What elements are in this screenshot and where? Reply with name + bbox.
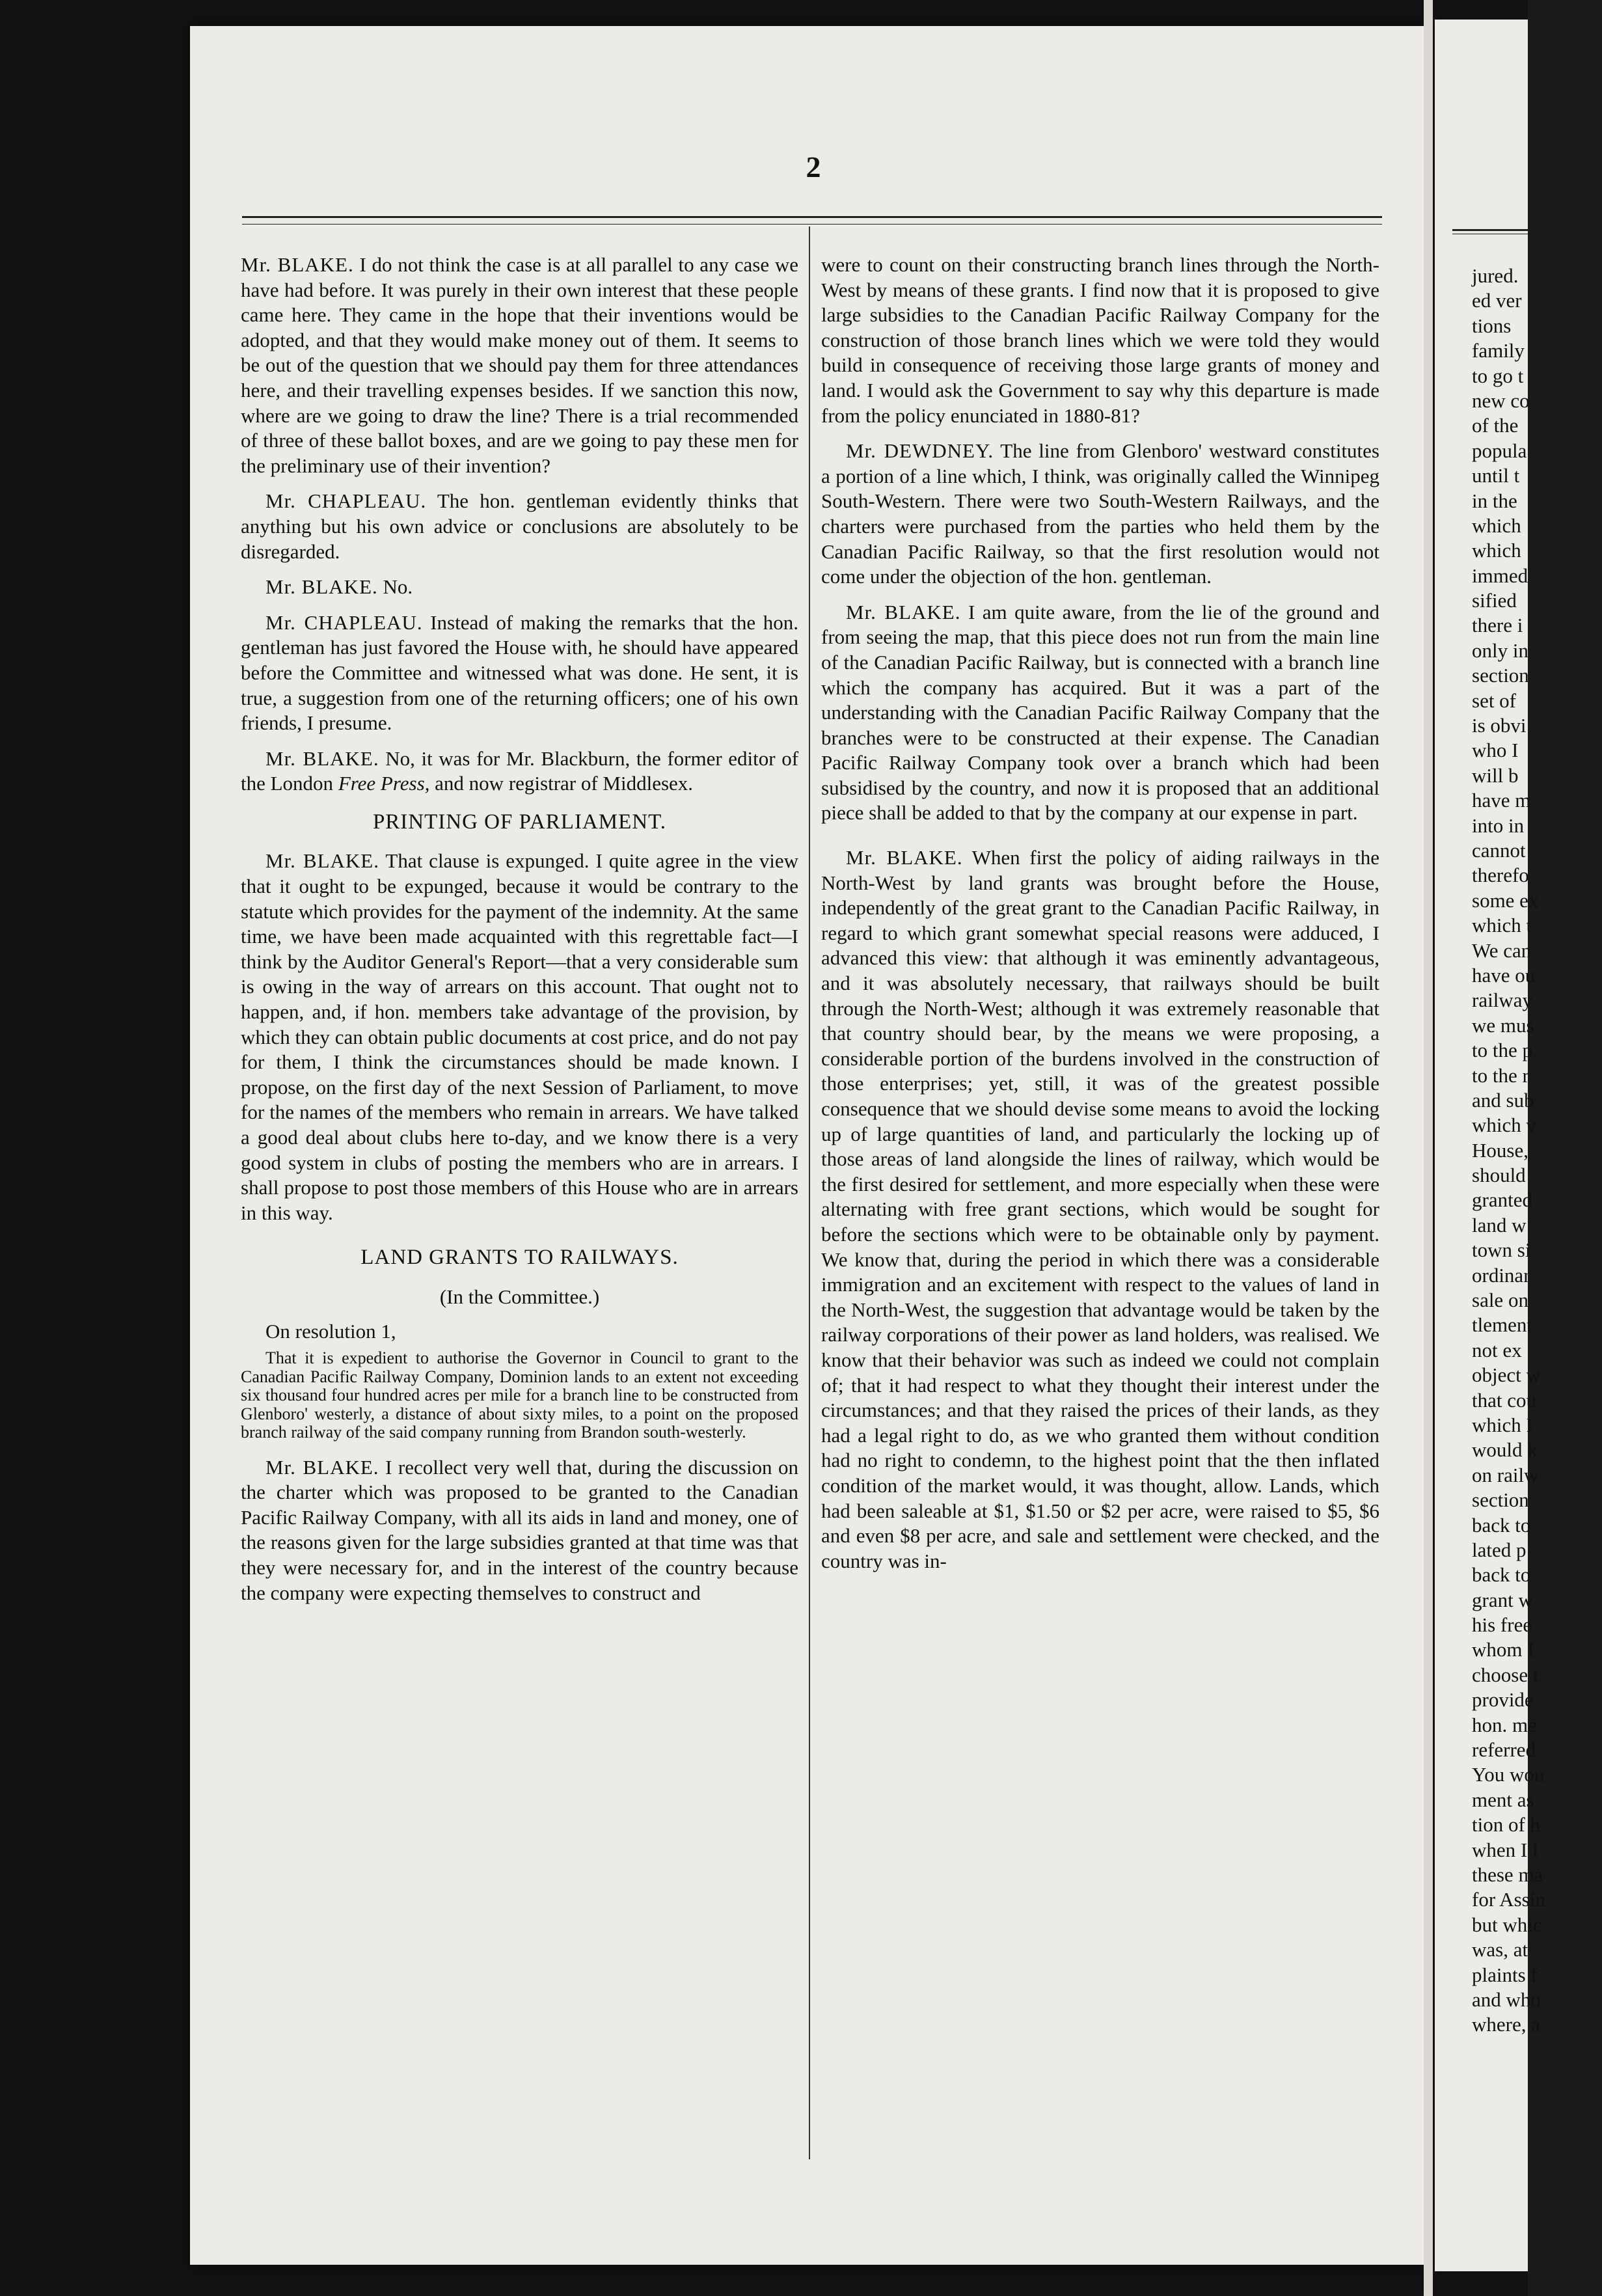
resolution-intro: On resolution 1, [265, 1319, 396, 1343]
adjacent-page-fragment: into in [1472, 813, 1525, 837]
adjacent-page-fragment: have m [1472, 789, 1531, 812]
adjacent-page-fragment: railway [1472, 989, 1532, 1012]
paragraph-continuation: were to count on their constructing branch lines through the North-West by means of these grants. I find now that it is proposed to give large subsidies to the Canadian Pacific Railway Company for the construction of those branch lines which we were told they would build in consequence of receiving those large grants of money and land. I would ask the Government to say why this departure is made from the policy enunciated in 1880-81? [821, 253, 1379, 427]
speech-text: and now registrar of Middlesex. [435, 772, 694, 795]
adjacent-page-fragment: for Assin [1472, 1888, 1545, 1911]
paragraph-blake-charter [241, 1455, 798, 1606]
adjacent-page-fragment: ment as [1472, 1788, 1534, 1811]
adjacent-page-column [1472, 264, 1602, 2038]
page-gutter [1424, 0, 1433, 2296]
adjacent-page-fragment: provide [1472, 1688, 1534, 1712]
subheading-committee: (In the Committee.) [439, 1285, 600, 1308]
adjacent-page-fragment: was, at [1472, 1938, 1528, 1961]
adjacent-page-fragment: whom I [1472, 1638, 1534, 1661]
newspaper-title: Free Press, [338, 772, 430, 795]
adjacent-page-fragment: which v [1472, 1114, 1537, 1137]
adjacent-page-fragment: object w [1472, 1363, 1541, 1387]
adjacent-page-fragment: have ou [1472, 963, 1536, 987]
adjacent-page-fragment: family [1472, 339, 1525, 362]
header-rule-thin [242, 224, 1382, 225]
adjacent-page-fragment: would k [1472, 1438, 1538, 1462]
adjacent-page-fragment: that cou [1472, 1388, 1536, 1412]
adjacent-page-fragment: hon. me [1472, 1713, 1537, 1736]
speech-text: The hon. gentleman evidently thinks that anything but his own advice or conclusions are absolutely to be disregarded. [241, 489, 799, 563]
adjacent-page-fragment: in the [1472, 489, 1517, 512]
speech-text: Instead of making the remarks that the hon. gentleman has just favored the House with, he should have appeared before the Committee and witnessed what was done. He sent, it is true, a suggestion from one of the returning officers; one of his own friends, I presume. [241, 610, 798, 735]
speaker-name: Mr. CHAPLEAU. [265, 610, 423, 634]
paragraph-blake-ballot [241, 253, 798, 478]
paragraph-blake-printing [241, 849, 798, 1225]
adjacent-page-rule [1452, 229, 1528, 234]
adjacent-page-fragment: who I [1472, 739, 1519, 762]
adjacent-page-fragment: but whic [1472, 1913, 1542, 1936]
paragraph-dewdney [821, 439, 1379, 590]
speaker-name: Mr. BLAKE. [265, 575, 378, 599]
speaker-name: Mr. DEWDNEY. [846, 439, 994, 463]
paragraph-blake-branch [821, 600, 1379, 826]
adjacent-page-fragment: which [1472, 513, 1521, 537]
adjacent-page-fragment: plaints f [1472, 1963, 1538, 1986]
adjacent-page-fragment: to go t [1472, 364, 1524, 387]
section-heading-land-grants: LAND GRANTS TO RAILWAYS. [360, 1246, 679, 1270]
speaker-name: Mr. BLAKE. [265, 849, 379, 873]
speech-text: I do not think the case is at all parallel to any case we have had before. It was purely in their own interest that these people came here. They came in the hope that their inventions would be adopted, and that they would make money out of them. It seems to be out of the question that we should pay them for three attendances here, and their travelling expenses besides. If we sanction this now, where are we going to draw the line? There is a trial recommended of three of these ballot boxes, and are we going to pay these men for the preliminary use of their invention? [241, 253, 798, 477]
adjacent-page-fragment: sale on [1472, 1289, 1528, 1312]
adjacent-page-fragment: which t [1472, 914, 1532, 937]
adjacent-page-fragment: lated p [1472, 1538, 1527, 1561]
adjacent-page-fragment: jured. [1472, 264, 1519, 287]
speech-text: No, it was for Mr. Blackburn, the former editor of the London [241, 746, 799, 795]
adjacent-page-fragment: which [1472, 539, 1521, 562]
adjacent-page-fragment: immed [1472, 564, 1528, 587]
left-column [241, 253, 798, 1616]
adjacent-page-fragment: tlement [1472, 1313, 1532, 1337]
speaker-name: Mr. BLAKE. [846, 600, 961, 623]
adjacent-page-fragment: we mus [1472, 1013, 1534, 1037]
speech-text: When first the policy of aiding railways in the North-West by land grants was brought before the House, independently of the great grant to the Canadian Pacific Railway, in regard to which grant somewhat special reasons were adduced, I advanced this view: that although it was eminently advantageous, and it was absolutely necessary, that railways should be built through the North-West; although it was extremely reasonable that that country should bear, by the means we were proposing, a considerable portion of the burdens involved in the construction of those enterprises; yet, still, it was of the greatest possible consequence that we should devise some means to avoid the locking up of large quantities of land, and particularly the locking up of those areas of land alongside the lines of railway, which would be the first desired for settlement, and more especially when these were alternating with free grant sections, which would be sought for before the sections which were to be obtainable only by payment. We know that, during the period in which there was a considerable immigration and an excitement with respect to the values of land in the North-West, the suggestion that advantage would be taken by the railway corporations of their power as land holders, was realised. We know that their behavior was such as indeed we could not complain of; that it had respect to what they thought their interest under the circumstances; and that they raised the prices of their lands, as they had a legal right to do, as we who granted them without condition had no right to condemn, to the highest point that the then inflated condition of the market would, it was thought, allow. Lands, which had been saleable at $1, $1.50 or $2 per acre, were raised to $5, $6 and even $8 per acre, and sale and settlement were checked, and the country was in- [821, 846, 1380, 1572]
adjacent-page-fragment: back to [1472, 1563, 1531, 1587]
adjacent-page-fragment: referred [1472, 1738, 1536, 1762]
speech-text: The line from Glenboro' westward constitutes a portion of a line which, I think, was originally called the Winnipeg South-Western. There were two South-Western Railways, and the charters were purchased from the parties who held them by the Canadian Pacific Railway, so that the first resolution would not come under the objection of the hon. gentleman. [821, 439, 1379, 588]
adjacent-page-fragment: not ex [1472, 1338, 1522, 1361]
speech-text: That clause is expunged. I quite agree in the view that it ought to be expunged, because it would be contrary to the statute which provides for the payment of the indemnity. At the same time, we have been made acquainted with this regrettable fact—I think by the Auditor General's Report—that a very considerable sum is owing in the way of arrears on this account. That ought not to happen, and, if hon. members take advantage of the provision, by which they can obtain public documents at cost price, and do not pay for them, I think the circumstances should be made known. I propose, on the first day of the next Session of Parliament, to move for the names of the members who remain in arrears. We have talked a good deal about clubs here to-day, and we know there is a very good system in clubs of posting the members who are in arrears. I shall propose to post those members of this House who are in arrears in this way. [241, 849, 798, 1224]
speech-text: I recollect very well that, during the discussion on the charter which was proposed to be granted to the Canadian Pacific Railway Company, with all its aids in land and money, one of the reasons given for the large subsidies granted at that time was that they were necessary for, and in the interest of the country because the company were expecting themselves to construct and [241, 1455, 798, 1604]
adjacent-page-fragment: to the p [1472, 1039, 1532, 1062]
adjacent-page-fragment: will b [1472, 763, 1519, 787]
page-number: 2 [806, 150, 821, 184]
paragraph-blake-blackburn [241, 746, 798, 797]
adjacent-page-fragment: grant w [1472, 1588, 1533, 1611]
adjacent-page-fragment: and sub [1472, 1088, 1534, 1112]
speaker-name: Mr. BLAKE. [265, 746, 379, 770]
section-heading-printing: PRINTING OF PARLIAMENT. [372, 810, 667, 834]
speaker-name: Mr. CHAPLEAU. [265, 489, 427, 513]
speaker-name: Mr. BLAKE. [265, 1455, 379, 1479]
adjacent-page-fragment: there i [1472, 614, 1523, 637]
speech-text: No. [383, 575, 413, 599]
adjacent-page-fragment: where, a [1472, 2013, 1540, 2036]
paragraph-blake-policy [821, 845, 1379, 1574]
adjacent-page-fragment: on railw [1472, 1463, 1539, 1486]
adjacent-page-fragment: set of [1472, 689, 1517, 712]
adjacent-page-fragment: land w [1472, 1213, 1527, 1237]
adjacent-page-fragment: section [1472, 664, 1529, 687]
adjacent-page-fragment: and who [1472, 1988, 1541, 2011]
adjacent-page-fragment: his free [1472, 1613, 1532, 1637]
adjacent-page-fragment: these ma [1472, 1863, 1543, 1886]
paragraph-blake-no [241, 575, 798, 600]
adjacent-page-fragment: only in [1472, 638, 1528, 662]
adjacent-page-fragment: new co [1472, 389, 1530, 412]
adjacent-page-fragment: sified [1472, 589, 1517, 612]
adjacent-page-fragment: is obvi [1472, 714, 1527, 737]
speaker-name: Mr. BLAKE. [241, 253, 354, 276]
speaker-name: Mr. BLAKE. [846, 846, 963, 869]
adjacent-page-fragment: until t [1472, 464, 1520, 487]
adjacent-page-fragment: town si [1472, 1238, 1531, 1262]
adjacent-page-fragment: ed ver [1472, 289, 1522, 312]
adjacent-page-fragment: You wou [1472, 1763, 1545, 1786]
adjacent-page-fragment: ordinar [1472, 1263, 1530, 1287]
adjacent-page-fragment: popula [1472, 439, 1527, 462]
adjacent-page-fragment: therefo [1472, 864, 1529, 887]
adjacent-page-fragment: We can [1472, 938, 1532, 962]
adjacent-page-fragment: which I [1472, 1413, 1533, 1436]
header-rule [242, 216, 1382, 218]
adjacent-page-fragment: granted [1472, 1188, 1532, 1212]
paragraph-chapleau-committee [241, 610, 798, 736]
resolution-text: That it is expedient to authorise the Governor in Council to grant to the Canadian Pacific Railway Company, Dominion lands to an extent not exceeding six thousand four hundred acres per mile for a branch line to be constructed from Glenboro' westerly, a distance of about sixty miles, to a point on the proposed branch railway of the said company running from Brandon south-westerly. [241, 1348, 798, 1442]
adjacent-page-fragment: tion of h [1472, 1813, 1541, 1837]
adjacent-page-fragment: of the [1472, 414, 1519, 437]
adjacent-page-fragment: back to [1472, 1513, 1531, 1537]
adjacent-page-fragment: when I l [1472, 1838, 1538, 1861]
paragraph-chapleau-advice [241, 489, 798, 564]
adjacent-page-fragment: choose t [1472, 1663, 1539, 1686]
column-separator [809, 226, 810, 2159]
adjacent-page-fragment: to the r [1472, 1063, 1529, 1087]
adjacent-page-fragment: section [1472, 1488, 1529, 1512]
right-column [821, 253, 1379, 1584]
speech-text: I am quite aware, from the lie of the ground and from seeing the map, that this piece does not run from the main line of the Canadian Pacific Railway, but is connected with a branch line which the company has acquired. But it was a part of the understanding with the Canadian Pacific Railway Company that the branches were to be constructed at their expense. The Canadian Pacific Railway Company took over a branch which had been subsidised by the country, and now it is proposed that an additional piece shall be added to that by the company at our expense in part. [821, 600, 1380, 825]
adjacent-page-fragment: should [1472, 1164, 1526, 1187]
adjacent-page-fragment: House, [1472, 1138, 1528, 1162]
adjacent-page-fragment: tions [1472, 314, 1512, 337]
adjacent-page-fragment: some ex [1472, 888, 1539, 912]
adjacent-page-fragment: cannot [1472, 838, 1526, 862]
